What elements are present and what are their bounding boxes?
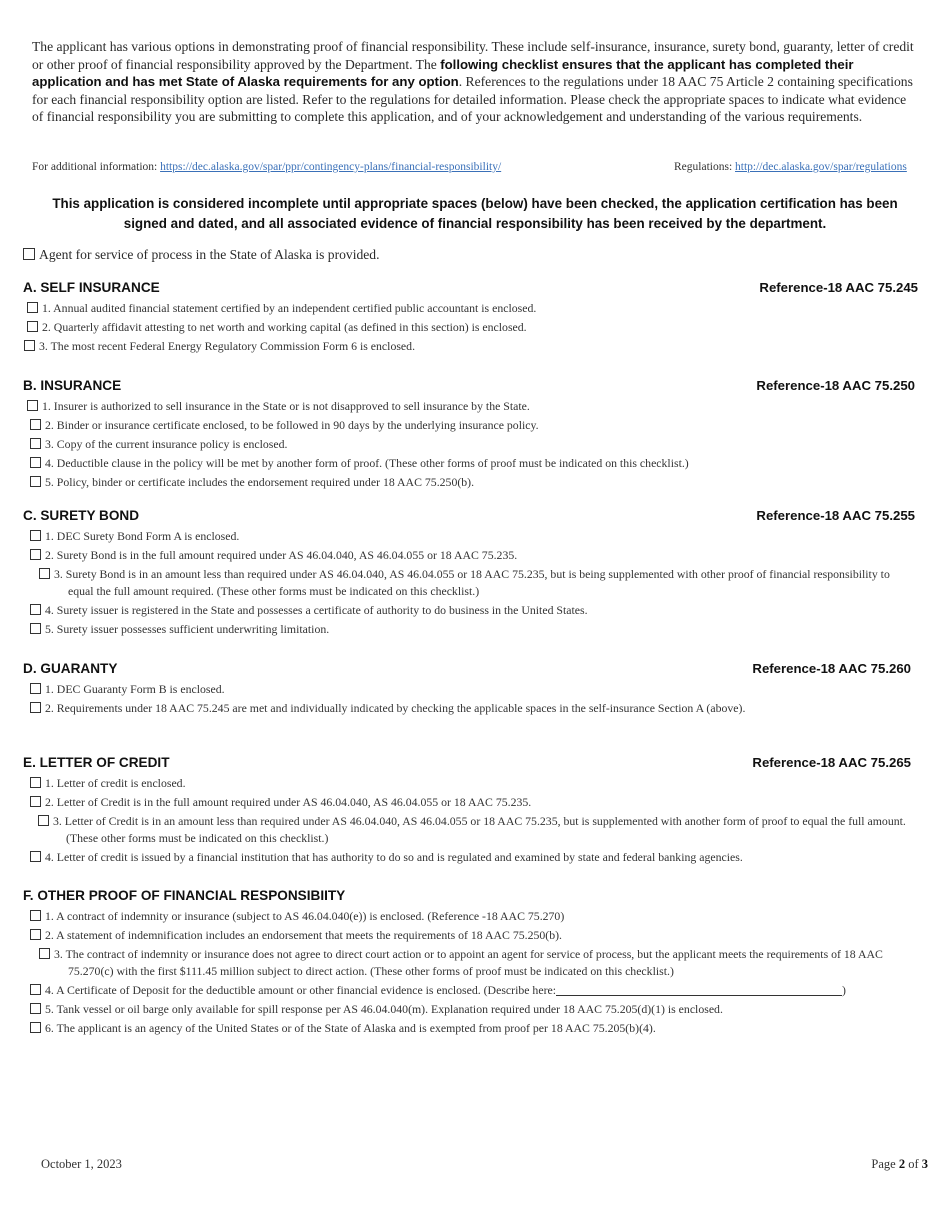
- checklist-item[interactable]: 4. Deductible clause in the policy will be met by another form of proof. (These other forms of proof must be indicated on this checklist.): [30, 455, 918, 472]
- section-reference: Reference-18 AAC 75.265: [752, 755, 911, 770]
- checklist-item[interactable]: 3. The contract of indemnity or insurance does not agree to direct court action or to appoint an agent for service of process, but the applicant meets the requirements of 18 AAC 75.270(c) with the first $111.45 million subject to direct action. (These other forms of proof must be indicated on this checklist.): [31, 946, 918, 979]
- checkbox[interactable]: [30, 549, 41, 560]
- checkbox[interactable]: [30, 476, 41, 487]
- regulations-link[interactable]: http://dec.alaska.gov/spar/regulations: [735, 161, 907, 173]
- checkbox[interactable]: [30, 419, 41, 430]
- footer-date: October 1, 2023: [41, 1157, 122, 1171]
- intro-paragraph: [32, 38, 917, 126]
- checklist-item[interactable]: 6. The applicant is an agency of the United States or of the State of Alaska and is exempted from proof per 18 AAC 75.205(b)(4).: [30, 1020, 918, 1037]
- checkbox[interactable]: [39, 568, 50, 579]
- checklist-item[interactable]: 1. Annual audited financial statement certified by an independent certified public accountant is enclosed.: [27, 300, 918, 317]
- agent-checkbox[interactable]: [23, 248, 35, 260]
- section-title: E. LETTER OF CREDIT: [23, 755, 170, 770]
- checklist-item[interactable]: 4. Surety issuer is registered in the State and possesses a certificate of authority to do business in the United States.: [30, 602, 918, 619]
- checkbox[interactable]: [24, 340, 35, 351]
- checkbox[interactable]: [30, 910, 41, 921]
- info-label: For additional information:: [32, 161, 158, 173]
- section-surety-bond: [23, 508, 918, 640]
- checkbox[interactable]: [38, 815, 49, 826]
- section-title: D. GUARANTY: [23, 661, 118, 676]
- checkbox[interactable]: [30, 438, 41, 449]
- checkbox[interactable]: [30, 1003, 41, 1014]
- checkbox[interactable]: [30, 929, 41, 940]
- checklist-item[interactable]: 3. Surety Bond is in an amount less than required under AS 46.04.040, AS 46.04.055 or 18 AAC 75.235, but is being supplemented with other proof of financial responsibility to equal the full amount required. (These other forms must be indicated on this checklist.): [31, 566, 918, 599]
- checkbox[interactable]: [30, 1022, 41, 1033]
- checklist-item[interactable]: 2. Letter of Credit is in the full amount required under AS 46.04.040, AS 46.04.055 or 18 AAC 75.235.: [30, 794, 918, 811]
- checkbox[interactable]: [30, 777, 41, 788]
- section-title: C. SURETY BOND: [23, 508, 140, 523]
- section-insurance: [23, 378, 918, 493]
- regulations-label: Regulations:: [674, 161, 733, 173]
- checkbox[interactable]: [30, 851, 41, 862]
- page-number: Page 2 of 3: [871, 1157, 928, 1171]
- section-other-proof: [23, 888, 918, 1039]
- checklist-item[interactable]: 4. Letter of credit is issued by a financial institution that has authority to do so and is regulated and examined by state and federal banking agencies.: [30, 849, 918, 866]
- section-reference: Reference-18 AAC 75.245: [759, 280, 918, 295]
- section-guaranty: [23, 661, 918, 719]
- checklist-item[interactable]: 3. Letter of Credit is in an amount less than required under AS 46.04.040, AS 46.04.055 or 18 AAC 75.235, but is supplemented with another form of proof to equal the full amount. (These other forms must be indicated on this checklist.): [31, 813, 918, 846]
- section-title: F. OTHER PROOF OF FINANCIAL RESPONSIBIITY: [23, 888, 346, 903]
- describe-field[interactable]: [556, 983, 842, 996]
- intro-text-2: . References to the regulations under 18 AAC 75 Article 2 containing specifications for each financial responsibility option are listed. Refer to the regulations for detailed information. Please check the appropriate spaces to indicate what evidence of financial responsibility you are submitting to complete this application, and of your acknowledgement and understanding of the various requirements.: [32, 74, 913, 125]
- checklist-item[interactable]: 1. Insurer is authorized to sell insurance in the State or is not disapproved to sell insurance by the State.: [27, 398, 918, 415]
- checklist-item[interactable]: 2. Surety Bond is in the full amount required under AS 46.04.040, AS 46.04.055 or 18 AAC 75.235.: [30, 547, 918, 564]
- section-reference: Reference-18 AAC 75.255: [756, 508, 915, 523]
- checkbox[interactable]: [27, 400, 38, 411]
- checklist-item[interactable]: 1. Letter of credit is enclosed.: [30, 775, 918, 792]
- checkbox[interactable]: [30, 604, 41, 615]
- checklist-item[interactable]: 2. Quarterly affidavit attesting to net worth and working capital (as defined in this section) is enclosed.: [27, 319, 918, 336]
- info-link[interactable]: https://dec.alaska.gov/spar/ppr/contingency-plans/financial-responsibility/: [160, 161, 502, 173]
- checklist-item[interactable]: 3. The most recent Federal Energy Regulatory Commission Form 6 is enclosed.: [24, 338, 918, 355]
- checklist-item[interactable]: 1. DEC Guaranty Form B is enclosed.: [30, 681, 918, 698]
- checklist-item[interactable]: 4. A Certificate of Deposit for the deductible amount or other financial evidence is enclosed. (Describe here: ): [30, 982, 918, 999]
- checkbox[interactable]: [27, 321, 38, 332]
- section-title: B. INSURANCE: [23, 378, 122, 393]
- info-line: [32, 161, 912, 173]
- checkbox[interactable]: [30, 702, 41, 713]
- section-letter-of-credit: [23, 755, 918, 868]
- checklist-item[interactable]: 1. A contract of indemnity or insurance (subject to AS 46.04.040(e)) is enclosed. (Reference -18 AAC 75.270): [30, 908, 918, 925]
- intro-text-1: The applicant has various options in demonstrating proof of financial responsibility. These include self-insurance, insurance, surety bond, guaranty, letter of credit or other proof of financial responsibility approved by the Department. The: [32, 39, 914, 72]
- checklist-item[interactable]: 2. Binder or insurance certificate enclosed, to be followed in 90 days by the underlying insurance policy.: [30, 417, 918, 434]
- checkbox[interactable]: [30, 984, 41, 995]
- section-title: A. SELF INSURANCE: [23, 280, 160, 295]
- checklist-item[interactable]: 5. Policy, binder or certificate includes the endorsement required under 18 AAC 75.250(b).: [30, 474, 918, 491]
- checkbox[interactable]: [30, 530, 41, 541]
- checkbox[interactable]: [30, 457, 41, 468]
- checkbox[interactable]: [30, 683, 41, 694]
- agent-label: Agent for service of process in the State of Alaska is provided.: [39, 247, 380, 262]
- checkbox[interactable]: [30, 623, 41, 634]
- checklist-item[interactable]: 5. Surety issuer possesses sufficient underwriting limitation.: [30, 621, 918, 638]
- incomplete-notice: This application is considered incomplete until appropriate spaces (below) have been checked, the application certification has been signed and dated, and all associated evidence of financial responsibility has been received by the department.: [52, 196, 898, 231]
- checkbox[interactable]: [39, 948, 50, 959]
- regulations: [674, 161, 907, 173]
- checkbox[interactable]: [30, 796, 41, 807]
- checklist-item[interactable]: 2. Requirements under 18 AAC 75.245 are met and individually indicated by checking the applicable spaces in the self-insurance Section A (above).: [30, 700, 918, 717]
- section-reference: Reference-18 AAC 75.250: [756, 378, 915, 393]
- intro-text-bold: following checklist ensures that the applicant has completed their application and has met State of Alaska requirements for any option: [32, 56, 854, 90]
- checkbox[interactable]: [27, 302, 38, 313]
- checklist-item[interactable]: 1. DEC Surety Bond Form A is enclosed.: [30, 528, 918, 545]
- checklist-item[interactable]: 5. Tank vessel or oil barge only available for spill response per AS 46.04.040(m). Explanation required under 18 AAC 75.205(d)(1) is enclosed.: [30, 1001, 918, 1018]
- section-reference: Reference-18 AAC 75.260: [752, 661, 911, 676]
- section-self-insurance: [23, 280, 918, 357]
- checklist-item[interactable]: 2. A statement of indemnification includes an endorsement that meets the requirements of 18 AAC 75.250(b).: [30, 927, 918, 944]
- checklist-item[interactable]: 3. Copy of the current insurance policy is enclosed.: [30, 436, 918, 453]
- agent-checkbox-row[interactable]: [23, 247, 380, 263]
